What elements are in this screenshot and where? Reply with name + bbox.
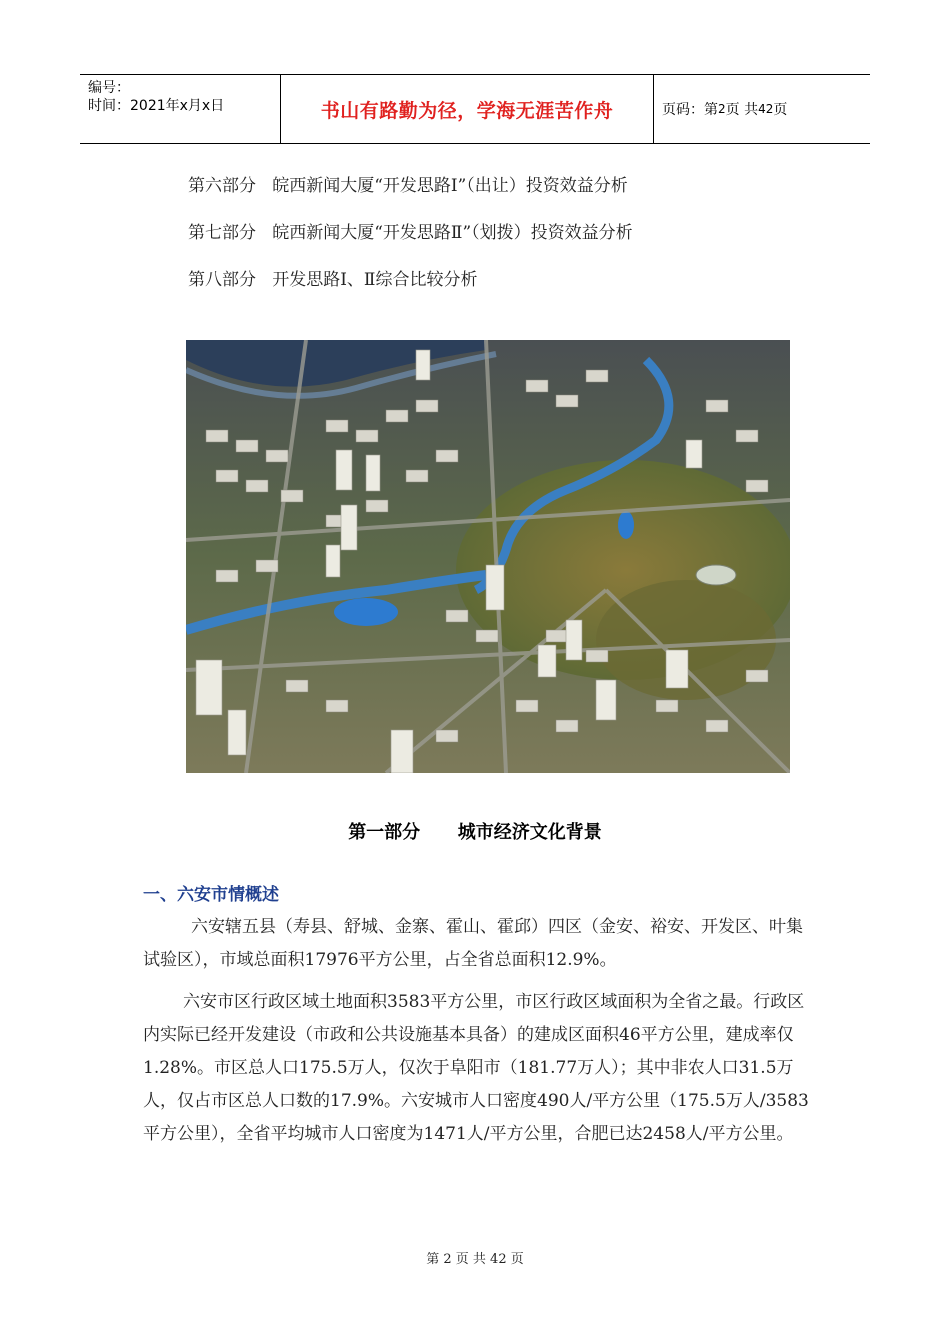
page-end-label: 页 [773, 102, 788, 118]
toc-line: 第七部分 皖西新闻大厦“开发思路Ⅱ”（划拨）投资效益分析 [188, 223, 633, 243]
city-model-photo [186, 340, 790, 773]
toc-line: 第八部分 开发思路Ⅰ、Ⅱ综合比较分析 [188, 270, 478, 290]
paragraph-text: 六安市区行政区域土地面积3583平方公里，市区行政区域面积为全省之最。行政区内实际已经开发建设（市政和公共设施基本具备）的建成区面积46平方公里，建成率仅1.28%。市区总人口175.5万人，仅次于阜阳市（181.77万人）；其中非农人口31.5万人，仅占市区总人口数的17.9%。六安城市人口密度490人/平方公里（175.5万人/3583平方公里），全省平均城市人口密度为1471人/平方公里，合肥已达2458人/平方公里。 [143, 992, 809, 1144]
header-meta [80, 75, 281, 143]
toc-line: 第六部分 皖西新闻大厦“开发思路Ⅰ”（出让）投资效益分析 [188, 176, 628, 196]
page-footer: 第 2 页 共 42 页 [426, 1252, 524, 1267]
page-number: 2 [718, 102, 726, 116]
subsection-heading: 一、六安市情概述 [143, 885, 279, 905]
document-header [80, 74, 870, 144]
document-time-label: 时间：2021年x月x日 [88, 98, 225, 114]
header-motto: 书山有路勤为径，学海无涯苦作舟 [281, 75, 654, 143]
document-number-label: 编号： [88, 80, 130, 96]
page-label: 页码：第 [662, 102, 718, 118]
section-title [0, 818, 950, 844]
section-part: 第一部分 [348, 822, 421, 843]
header-page-info [654, 75, 870, 143]
page-mid-label: 页 共 [725, 102, 759, 118]
page-total: 42 [758, 102, 774, 116]
section-heading: 城市经济文化背景 [457, 822, 602, 843]
body-paragraph [143, 911, 815, 977]
city-model-illustration [186, 340, 790, 773]
paragraph-text: 六安辖五县（寿县、舒城、金寨、霍山、霍邱）四区（金安、裕安、开发区、叶集试验区），市域总面积17976平方公里，占全省总面积12.9%。 [143, 917, 803, 970]
body-paragraph [143, 986, 815, 1151]
